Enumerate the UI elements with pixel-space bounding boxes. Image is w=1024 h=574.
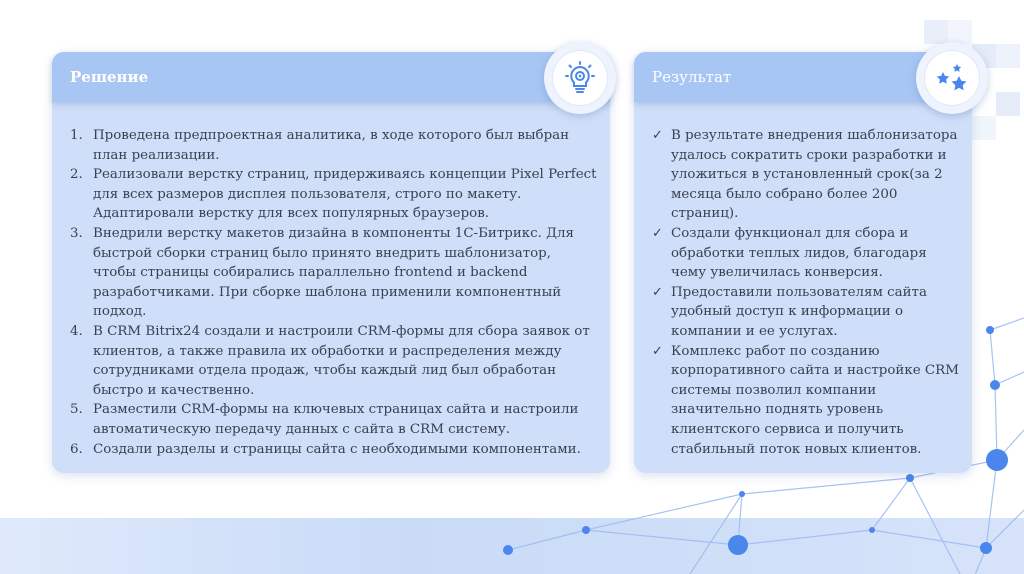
solution-badge-inner [552, 50, 608, 106]
check-icon: ✓ [652, 284, 663, 300]
list-item-text: Реализовали верстку страниц, придерживаясь концепции Pixel Perfect для всех размеров дисплея пользователя, строго по макету. Адаптировали верстку для всех популярных браузеров. [93, 167, 597, 222]
solution-card-header [52, 52, 610, 102]
solution-card [52, 52, 610, 473]
list-marker: 5. [70, 402, 83, 418]
solution-badge [544, 42, 616, 114]
list-item [652, 224, 962, 283]
stars-icon [934, 60, 970, 96]
list-item-text: Внедрили верстку макетов дизайна в компоненты 1С-Битрикс. Для быстрой сборки страниц было принято внедрить шаблонизатор, чтобы страницы собирались параллельно frontend и backend разработчиками. При сборке шаблона применили компонентный подход. [93, 225, 574, 320]
list-marker: 3. [70, 225, 83, 241]
result-card [634, 52, 972, 473]
list-item [68, 440, 598, 460]
list-item-text: Комплекс работ по созданию корпоративного сайта и настройке CRM системы позволил компании значительно поднять уровень клиентского сервиса и получить стабильный поток новых клиентов. [671, 343, 959, 457]
list-marker: 1. [70, 128, 83, 143]
list-marker: 2. [70, 167, 83, 183]
check-icon: ✓ [652, 225, 663, 241]
list-item-text: Разместили CRM-формы на ключевых страницах сайта и настроили автоматическую передачу данных с сайта в CRM систему. [93, 402, 579, 437]
solution-title: Решение [70, 68, 149, 86]
list-item [652, 126, 962, 224]
list-item [68, 224, 598, 322]
lightbulb-gear-icon [563, 61, 597, 95]
list-item [68, 165, 598, 224]
list-item [652, 283, 962, 342]
list-item-text: В результате внедрения шаблонизатора удалось сократить сроки разработки и уложиться в установленный срок(за 2 месяца было собрано более 200 страниц). [671, 128, 958, 222]
solution-list [68, 126, 598, 459]
result-badge-inner [924, 50, 980, 106]
result-badge [916, 42, 988, 114]
list-marker: 4. [70, 323, 83, 339]
result-list [652, 126, 962, 459]
list-item [68, 126, 598, 165]
list-item [68, 400, 598, 439]
list-item [68, 322, 598, 400]
list-item-text: Проведена предпроектная аналитика, в ходе которого был выбран план реализации. [93, 128, 570, 163]
list-marker: 6. [70, 441, 83, 457]
bottom-decor-band [0, 518, 1024, 574]
list-item-text: Создали разделы и страницы сайта с необходимыми компонентами. [93, 441, 581, 457]
list-item-text: Создали функционал для сбора и обработки теплых лидов, благодаря чему увеличилась конверсия. [671, 225, 927, 281]
list-item-text: Предоставили пользователям сайта удобный доступ к информации о компании и ее услугах. [671, 284, 927, 339]
list-item [652, 342, 962, 460]
check-icon: ✓ [652, 128, 663, 143]
check-icon: ✓ [652, 343, 663, 359]
list-item-text: В CRM Bitrix24 создали и настроили CRM-формы для сбора заявок от клиентов, а также правила их обработки и распределения между сотрудниками отдела продаж, чтобы каждый лид был обработан быстро и качественно. [93, 323, 590, 398]
result-title: Результат [652, 68, 732, 86]
